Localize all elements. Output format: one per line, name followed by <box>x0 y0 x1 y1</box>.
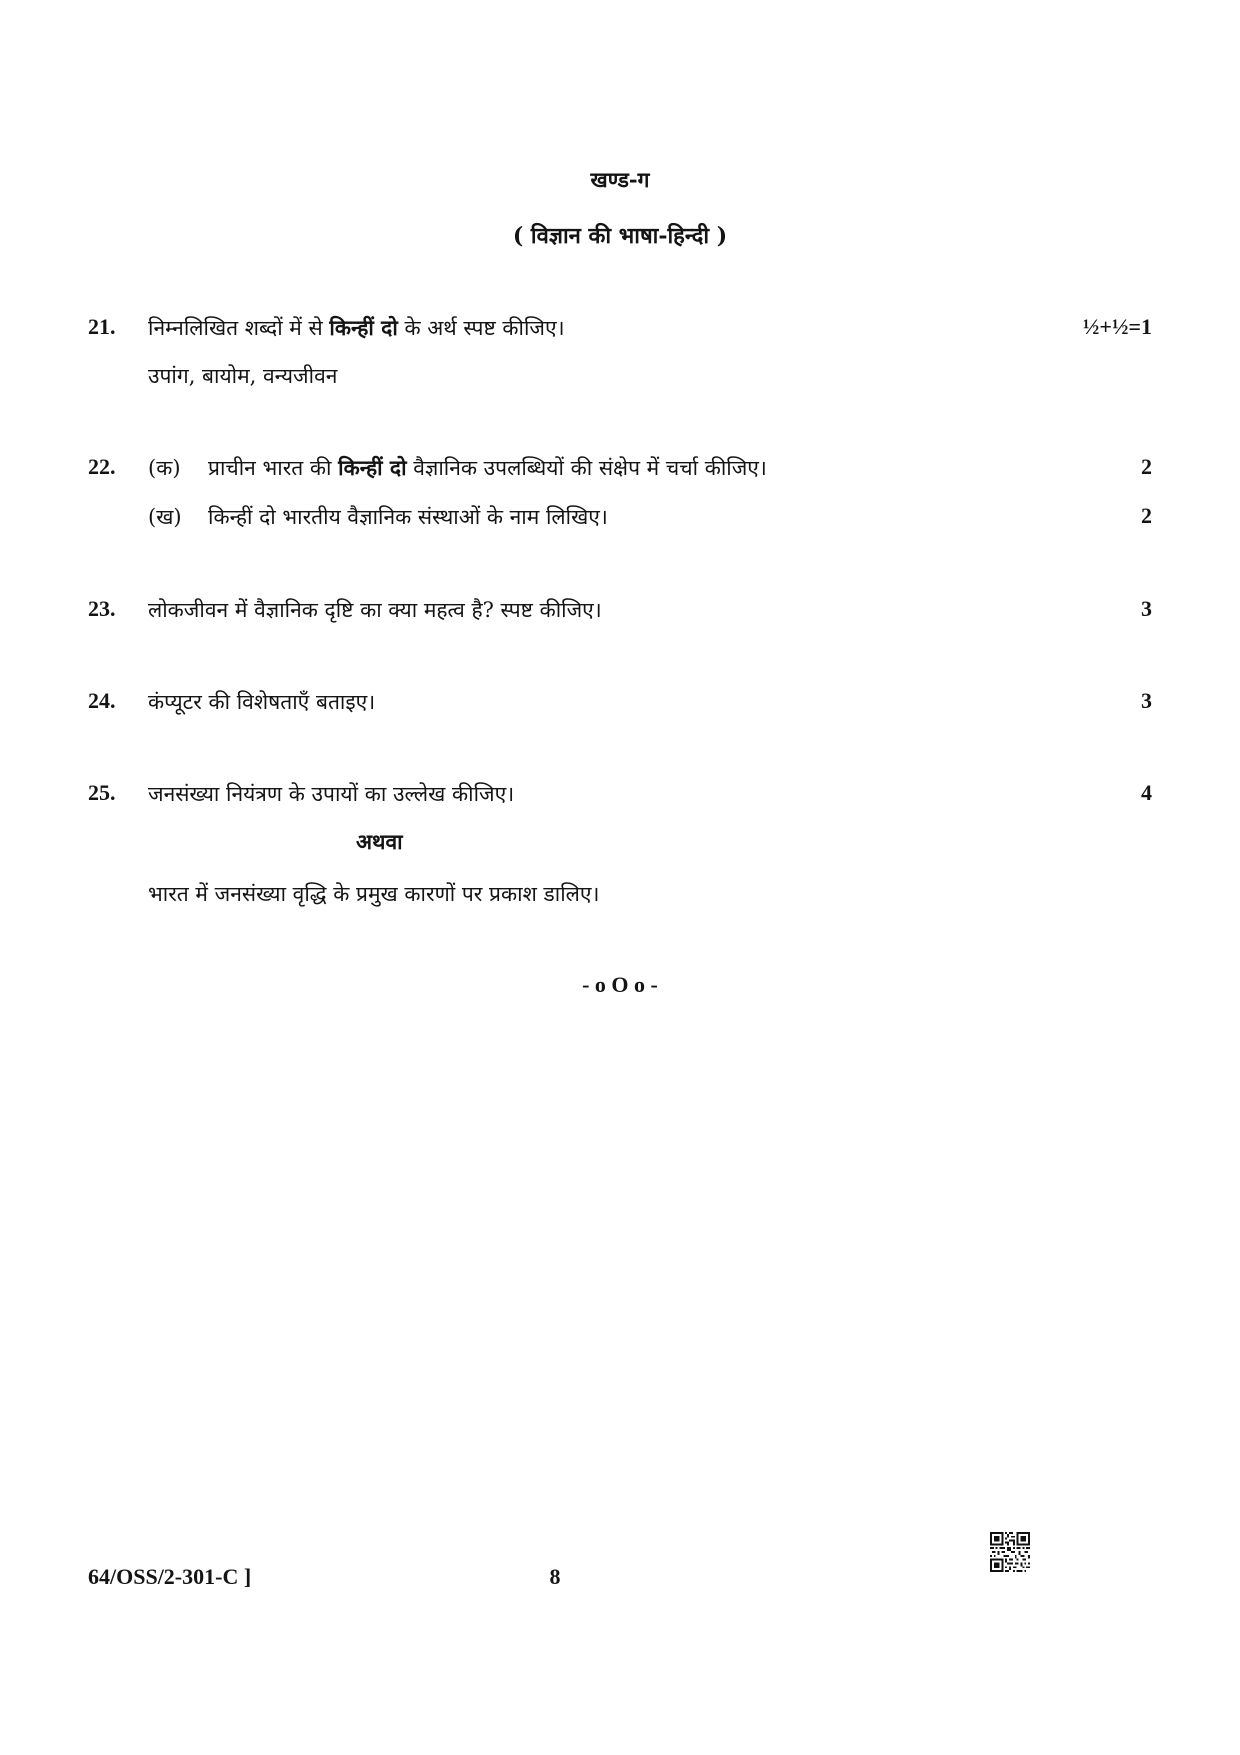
question-marks-22a: 2 <box>1141 454 1152 479</box>
footer-page-number: 8 <box>549 1564 561 1589</box>
sub-label-22b: (ख) <box>148 505 182 529</box>
question-marks-21: ½+½=1 <box>1082 314 1152 339</box>
qr-code-icon <box>990 1532 1030 1572</box>
question-text-22a <box>208 454 767 482</box>
question-text-22b: किन्हीं दो भारतीय वैज्ञानिक संस्थाओं के नाम लिखिए। <box>208 505 608 529</box>
question-text-24: कंप्यूटर की विशेषताएँ बताइए। <box>148 690 376 714</box>
question-text-22a-bold: किन्हीं दो <box>338 455 407 480</box>
question-text-22a-pre: प्राचीन भारत की <box>208 456 339 480</box>
section-title: खण्ड-ग <box>590 167 650 192</box>
question-number-25: 25. <box>88 780 116 805</box>
question-text-22a-post: वैज्ञानिक उपलब्धियों की संक्षेप में चर्चा कीजिए। <box>406 456 767 480</box>
footer-paper-code: 64/OSS/2-301-C ] <box>88 1564 252 1589</box>
question-marks-23: 3 <box>1141 596 1152 621</box>
sub-label-22a: (क) <box>148 456 181 480</box>
question-marks-22b: 2 <box>1141 503 1152 528</box>
question-text-23: लोकजीवन में वैज्ञानिक दृष्टि का क्या महत्व है? स्पष्ट कीजिए। <box>148 598 602 622</box>
question-text-21-bold: किन्हीं दो <box>329 315 398 340</box>
question-marks-24: 3 <box>1141 688 1152 713</box>
question-marks-25: 4 <box>1141 780 1152 805</box>
question-text-21-pre: निम्नलिखित शब्दों में से <box>148 316 330 340</box>
end-mark: - o O o - <box>582 972 658 997</box>
question-text-25: जनसंख्या नियंत्रण के उपायों का उल्लेख कीजिए। <box>148 782 515 806</box>
question-text-21-post: के अर्थ स्पष्ट कीजिए। <box>397 316 565 340</box>
question-number-22: 22. <box>88 454 116 479</box>
question-words-21: उपांग, बायोम, वन्यजीवन <box>148 364 338 388</box>
or-label-25: अथवा <box>356 829 403 854</box>
question-number-21: 21. <box>88 314 116 339</box>
question-alt-text-25: भारत में जनसंख्या वृद्धि के प्रमुख कारणों पर प्रकाश डालिए। <box>148 882 600 906</box>
question-number-24: 24. <box>88 688 116 713</box>
question-number-23: 23. <box>88 596 116 621</box>
section-subtitle: ( विज्ञान की भाषा-हिन्दी ) <box>512 223 728 249</box>
question-text-21 <box>148 314 565 342</box>
